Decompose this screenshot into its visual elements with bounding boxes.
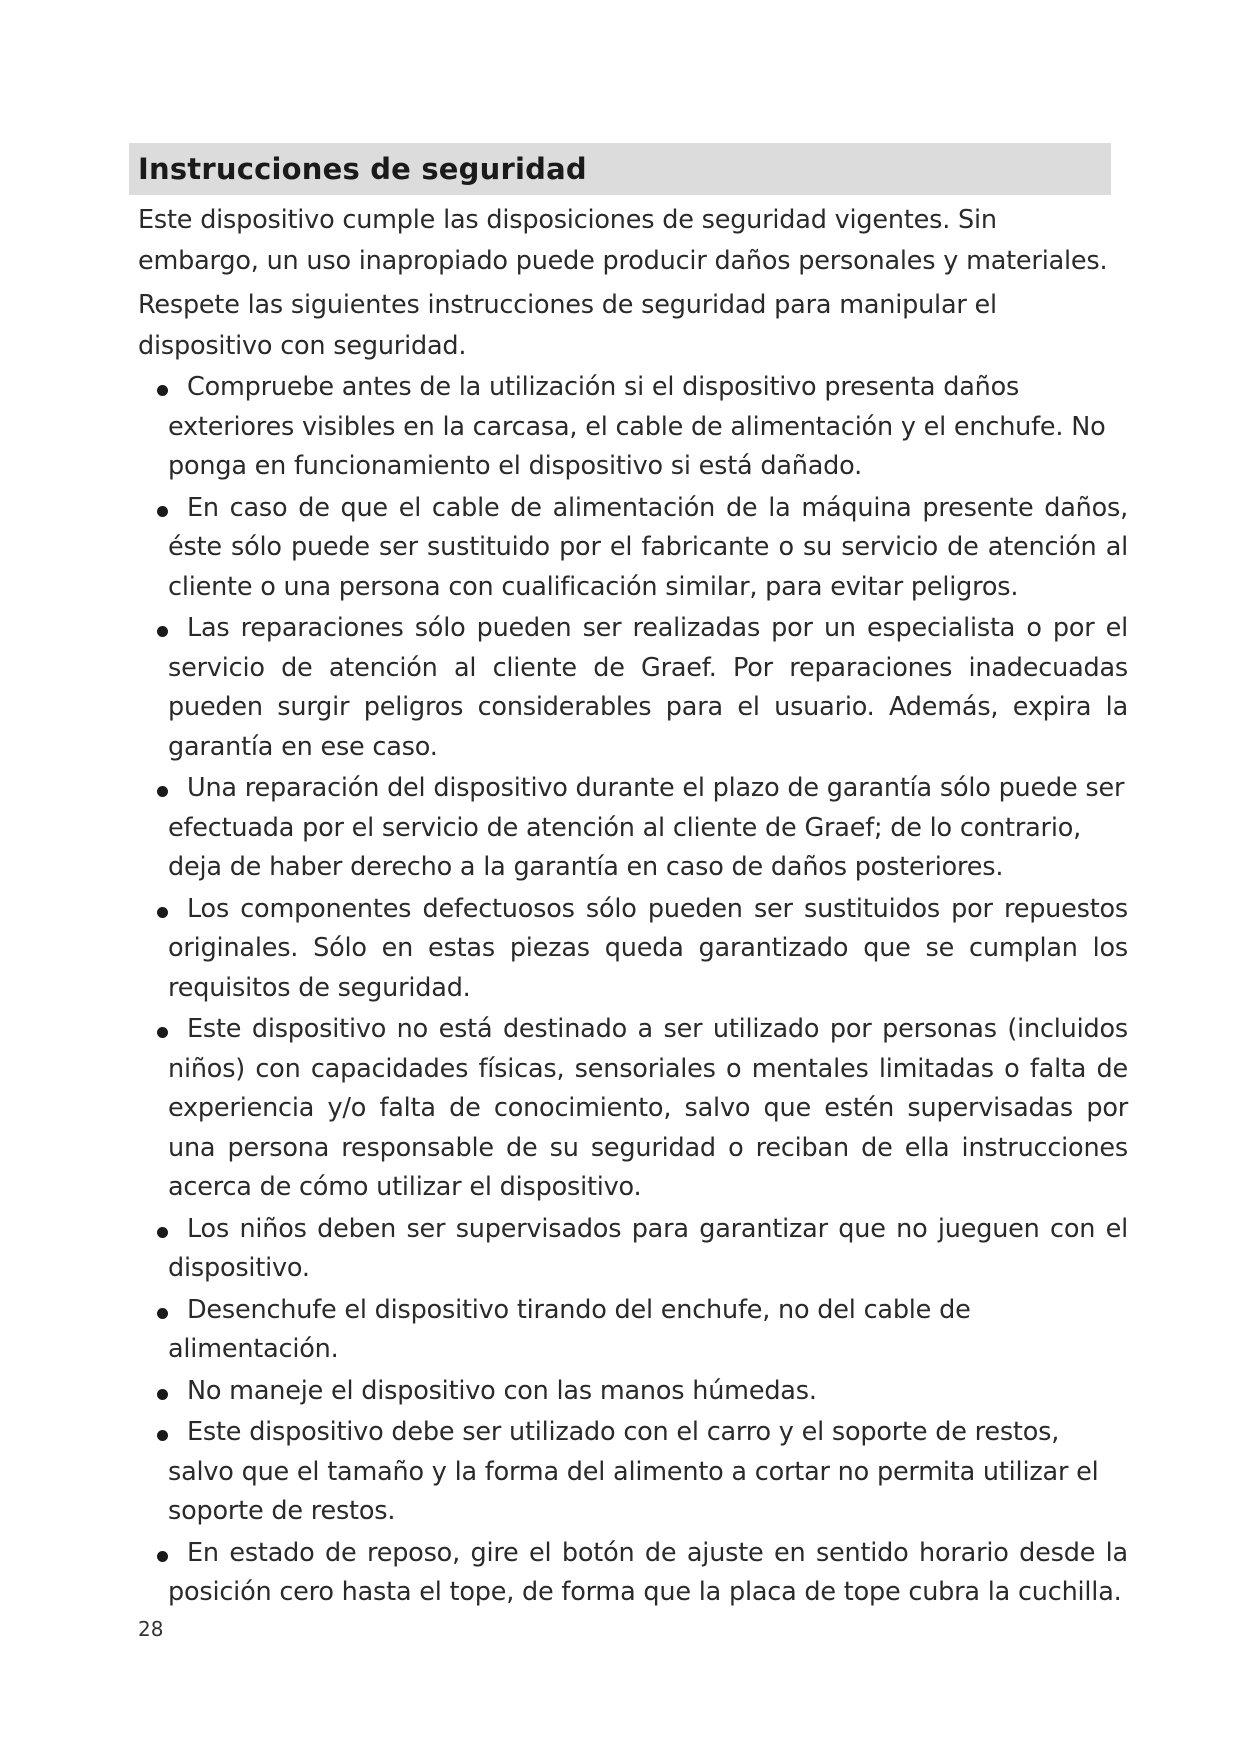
list-item <box>150 1291 1128 1370</box>
list-item <box>150 489 1128 608</box>
list-item-text: Este dispositivo no está destinado a ser utilizado por personas (incluidos niños) con capacidades físicas, sensoriales o mentales limitadas o falta de experiencia y/o falta de conocimiento, salvo que estén supervisadas por una persona responsable de su seguridad o reciban de ella instrucciones acerca de cómo utilizar el dispositivo. <box>168 1014 1128 1202</box>
list-item-text: Una reparación del dispositivo durante el plazo de garantía sólo puede ser efectuada por el servicio de atención al cliente de Graef; de lo contrario, deja de haber derecho a la garantía en caso de daños posteriores. <box>168 773 1125 882</box>
list-item-text: Desenchufe el dispositivo tirando del enchufe, no del cable de alimentación. <box>168 1294 971 1364</box>
list-item-text: Compruebe antes de la utilización si el dispositivo presenta daños exteriores visibles en la carcasa, el cable de alimentación y el enchufe. No ponga en funcionamiento el dispositivo si está dañado. <box>168 372 1106 481</box>
section-title: Instrucciones de seguridad <box>138 152 587 186</box>
bullet-icon <box>157 1227 168 1238</box>
bullet-icon <box>157 1430 168 1441</box>
list-item-text: Los componentes defectuosos sólo pueden ser sustituidos por repuestos originales. Sólo en estas piezas queda garantizado que se cumplan los requisitos de seguridad. <box>168 893 1128 1003</box>
bullet-icon <box>157 1027 168 1038</box>
safety-instructions-list <box>150 368 1128 1615</box>
bullet-icon <box>157 1551 168 1562</box>
list-item-text: Las reparaciones sólo pueden ser realizadas por un especialista o por el servicio de atención al cliente de Graef. Por reparaciones inadecuadas pueden surgir peligros considerables para el usuario. Además, expira la garantía en ese caso. <box>168 613 1128 762</box>
list-item-text: No maneje el dispositivo con las manos húmedas. <box>187 1375 817 1406</box>
page-number: 28 <box>138 1617 164 1641</box>
list-item <box>150 1413 1128 1532</box>
intro-paragraph-2: Respete las siguientes instrucciones de seguridad para manipular el dispositivo con seguridad. <box>138 290 997 361</box>
list-item-text: Este dispositivo debe ser utilizado con el carro y el soporte de restos, salvo que el tamaño y la forma del alimento a cortar no permita utilizar el soporte de restos. <box>168 1417 1099 1526</box>
list-item <box>150 769 1128 888</box>
bullet-icon <box>157 1389 168 1400</box>
list-item <box>150 368 1128 487</box>
bullet-icon <box>157 506 168 517</box>
bullet-icon <box>157 1308 168 1319</box>
list-item <box>150 1010 1128 1208</box>
bullet-icon <box>157 907 168 918</box>
list-item <box>150 609 1128 767</box>
bullet-icon <box>157 626 168 637</box>
bullet-icon <box>157 385 168 396</box>
list-item-text: En caso de que el cable de alimentación de la máquina presente daños, éste sólo puede ser sustituido por el fabricante o su servicio de atención al cliente o una persona con cualificación similar, para evitar peligros. <box>168 492 1128 602</box>
list-item-text: Los niños deben ser supervisados para garantizar que no jueguen con el dispositivo. <box>168 1213 1128 1283</box>
list-item <box>150 890 1128 1009</box>
list-item-text: En estado de reposo, gire el botón de ajuste en sentido horario desde la posición cero hasta el tope, de forma que la placa de tope cubra la cuchilla. <box>168 1537 1128 1607</box>
list-item <box>150 1372 1128 1412</box>
section-header <box>129 143 1111 195</box>
list-item <box>150 1210 1128 1289</box>
list-item <box>150 1534 1128 1613</box>
intro-paragraph-1: Este dispositivo cumple las disposiciones de seguridad vigentes. Sin embargo, un uso inapropiado puede producir daños personales y materiales. <box>138 205 1108 276</box>
bullet-icon <box>157 786 168 797</box>
